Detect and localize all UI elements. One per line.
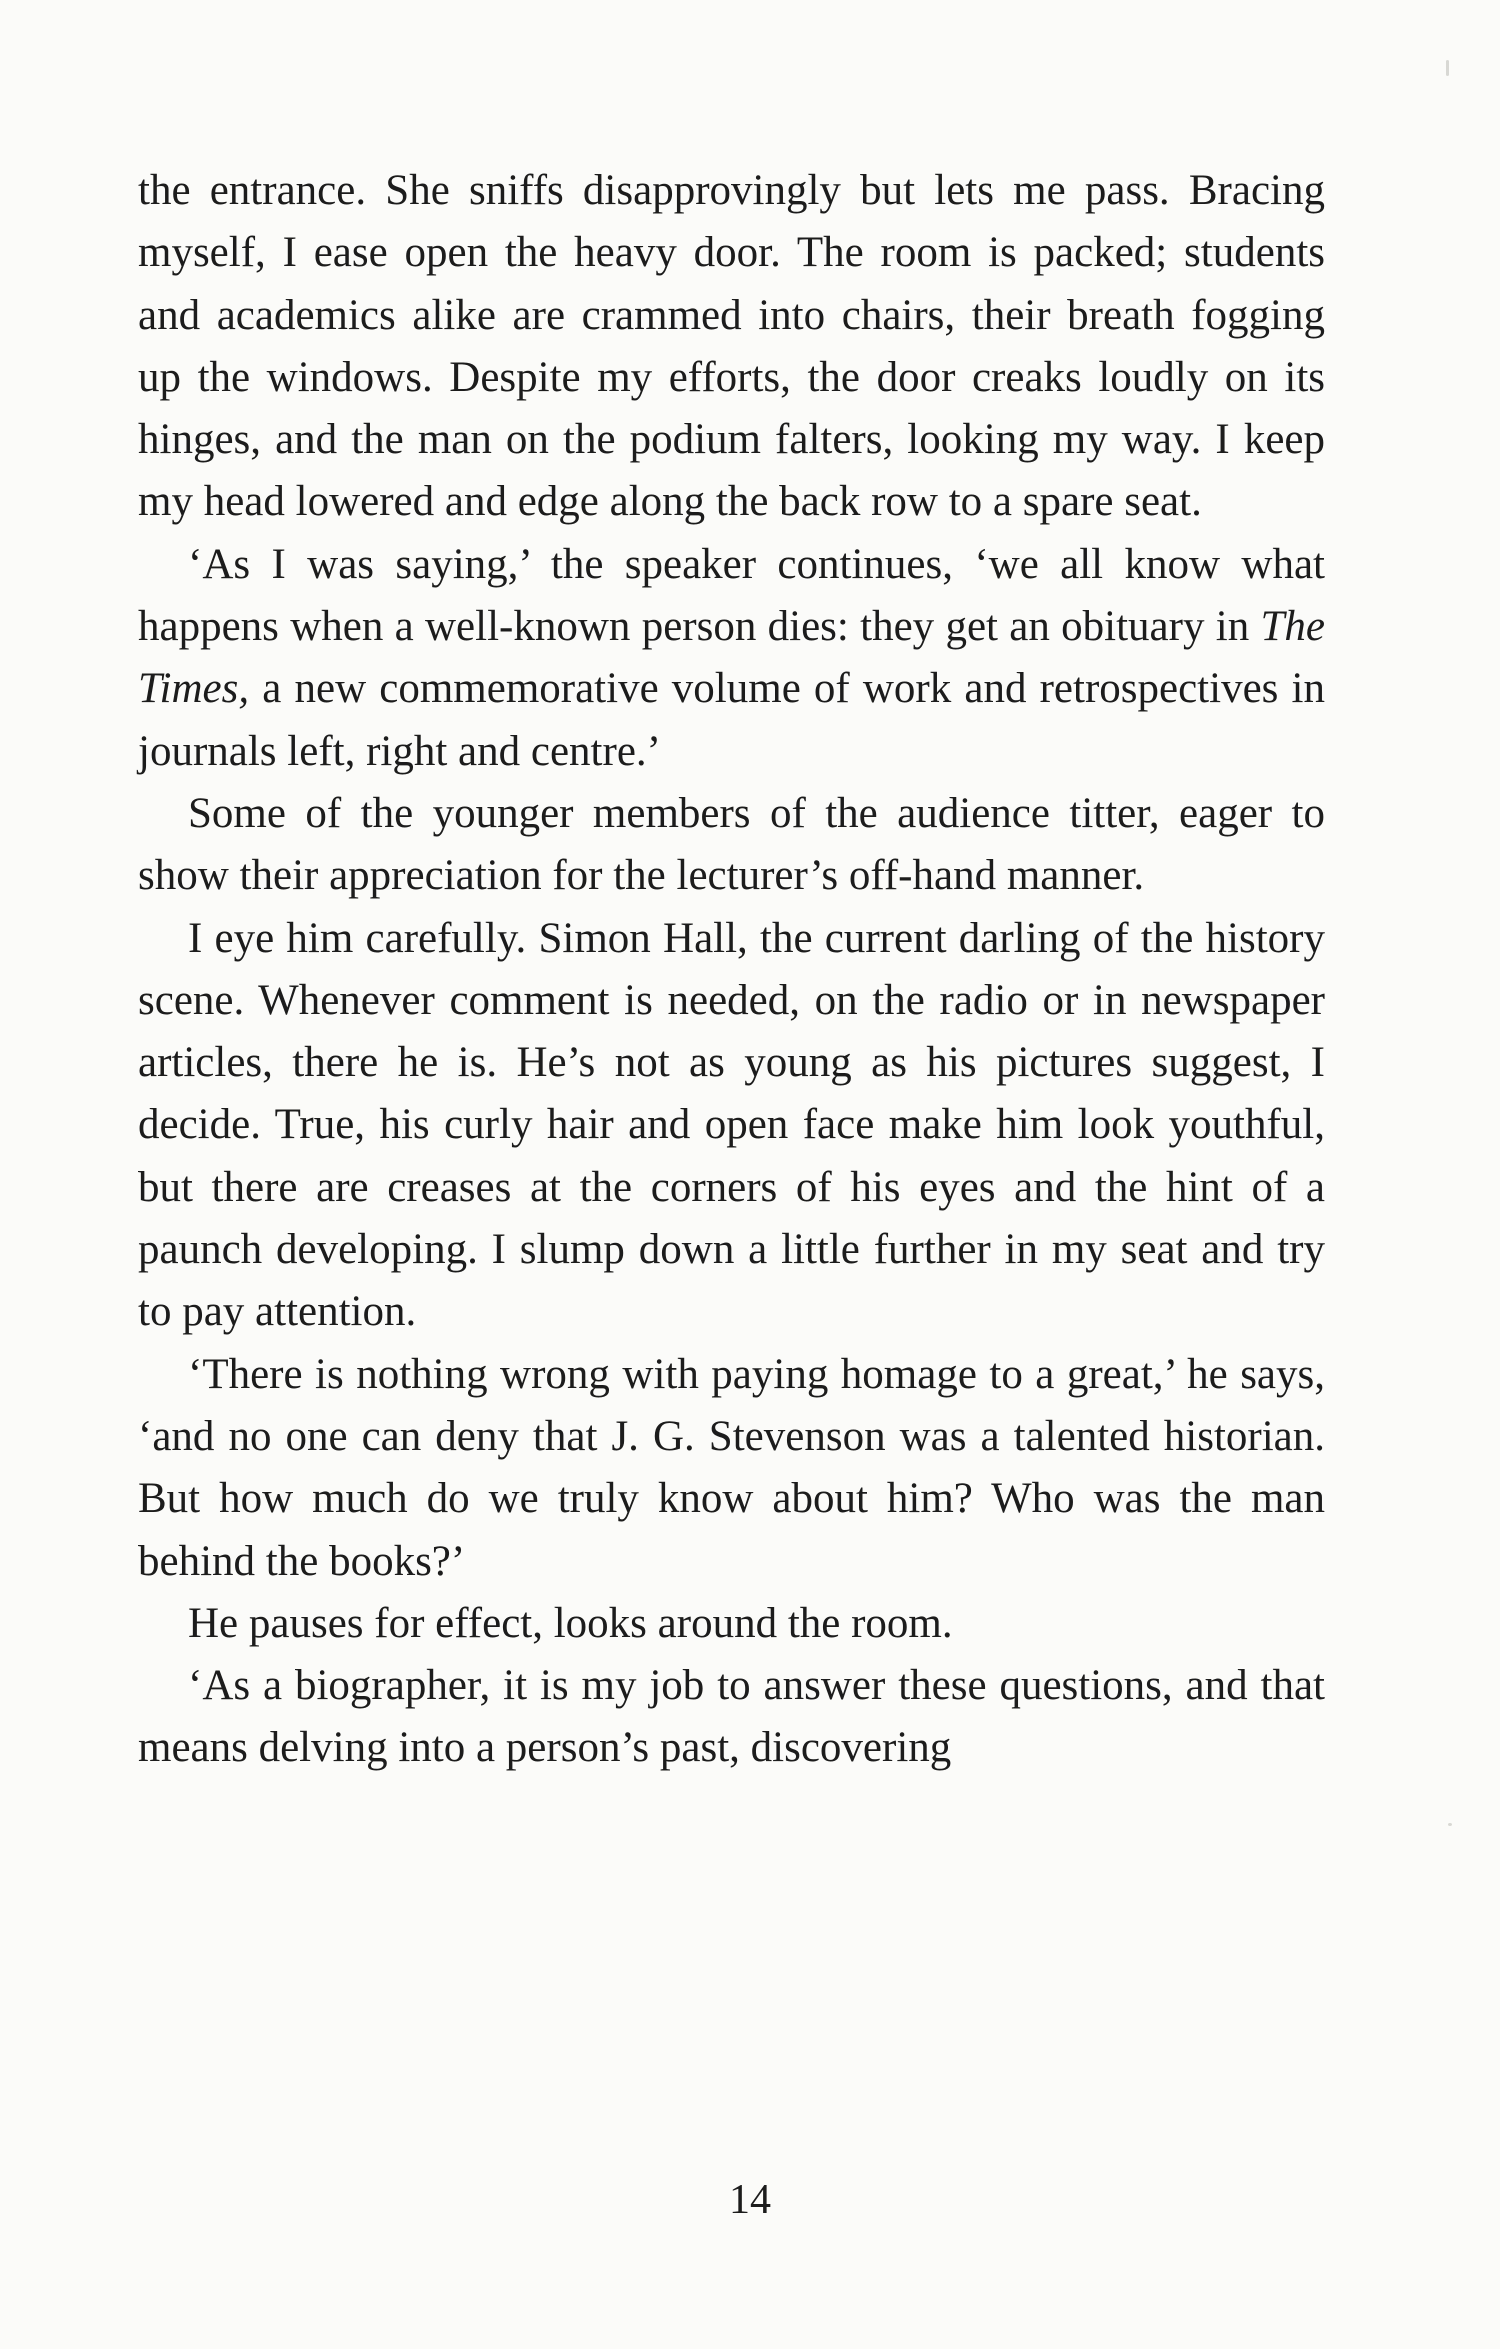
paragraph [138, 783, 1325, 908]
paragraph-text: ‘There is nothing wrong with paying homage to a great,’ he says, ‘and no one can deny that J. G. Stevenson was a talented historian. But how much do we truly know about him? Who was the man behind the books?’ [138, 1350, 1325, 1585]
paragraph [138, 160, 1325, 534]
paragraph-text: I eye him carefully. Simon Hall, the current darling of the history scene. Whenever comment is needed, on the radio or in newspaper articles, there he is. He’s not as young as his pictures suggest, I decide. True, his curly hair and open face make him look youthful, but there are creases at the corners of his eyes and the hint of a paunch developing. I slump down a little further in my seat and try to pay attention. [138, 914, 1325, 1336]
paragraph-text: the entrance. She sniffs disapprovingly but lets me pass. Bracing myself, I ease open the heavy door. The room is packed; students and academics alike are crammed into chairs, their breath fogging up the windows. Despite my efforts, the door creaks loudly on its hinges, and the man on the podium falters, looking my way. I keep my head lowered and edge along the back row to a spare seat. [138, 167, 1325, 526]
paragraph [138, 1655, 1325, 1780]
newspaper-title: The Times, [138, 603, 1325, 713]
paragraph [138, 908, 1325, 1344]
page-number: 14 [729, 2177, 771, 2223]
paragraph-text: Some of the younger members of the audience titter, eager to show their appreciation for the lecturer’s off-hand manner. [138, 789, 1325, 900]
paragraph-text: a new commemorative volume of work and retrospectives in journals left, right and centre.’ [138, 665, 1325, 775]
paragraph-text: ‘As a biographer, it is my job to answer these questions, and that means delving into a person’s past, discovering [138, 1662, 1325, 1772]
paragraph [138, 534, 1325, 783]
paper-speck [1446, 60, 1449, 76]
paper-speck [1448, 1823, 1452, 1826]
paragraph [138, 1344, 1325, 1593]
paragraph-text: ‘As I was saying,’ the speaker continues, ‘we all know what happens when a well-known person dies: they get an obituary in [138, 540, 1325, 651]
body-text [138, 160, 1325, 1780]
paragraph-text: He pauses for effect, looks around the room. [188, 1599, 953, 1647]
paragraph [138, 1593, 1325, 1655]
